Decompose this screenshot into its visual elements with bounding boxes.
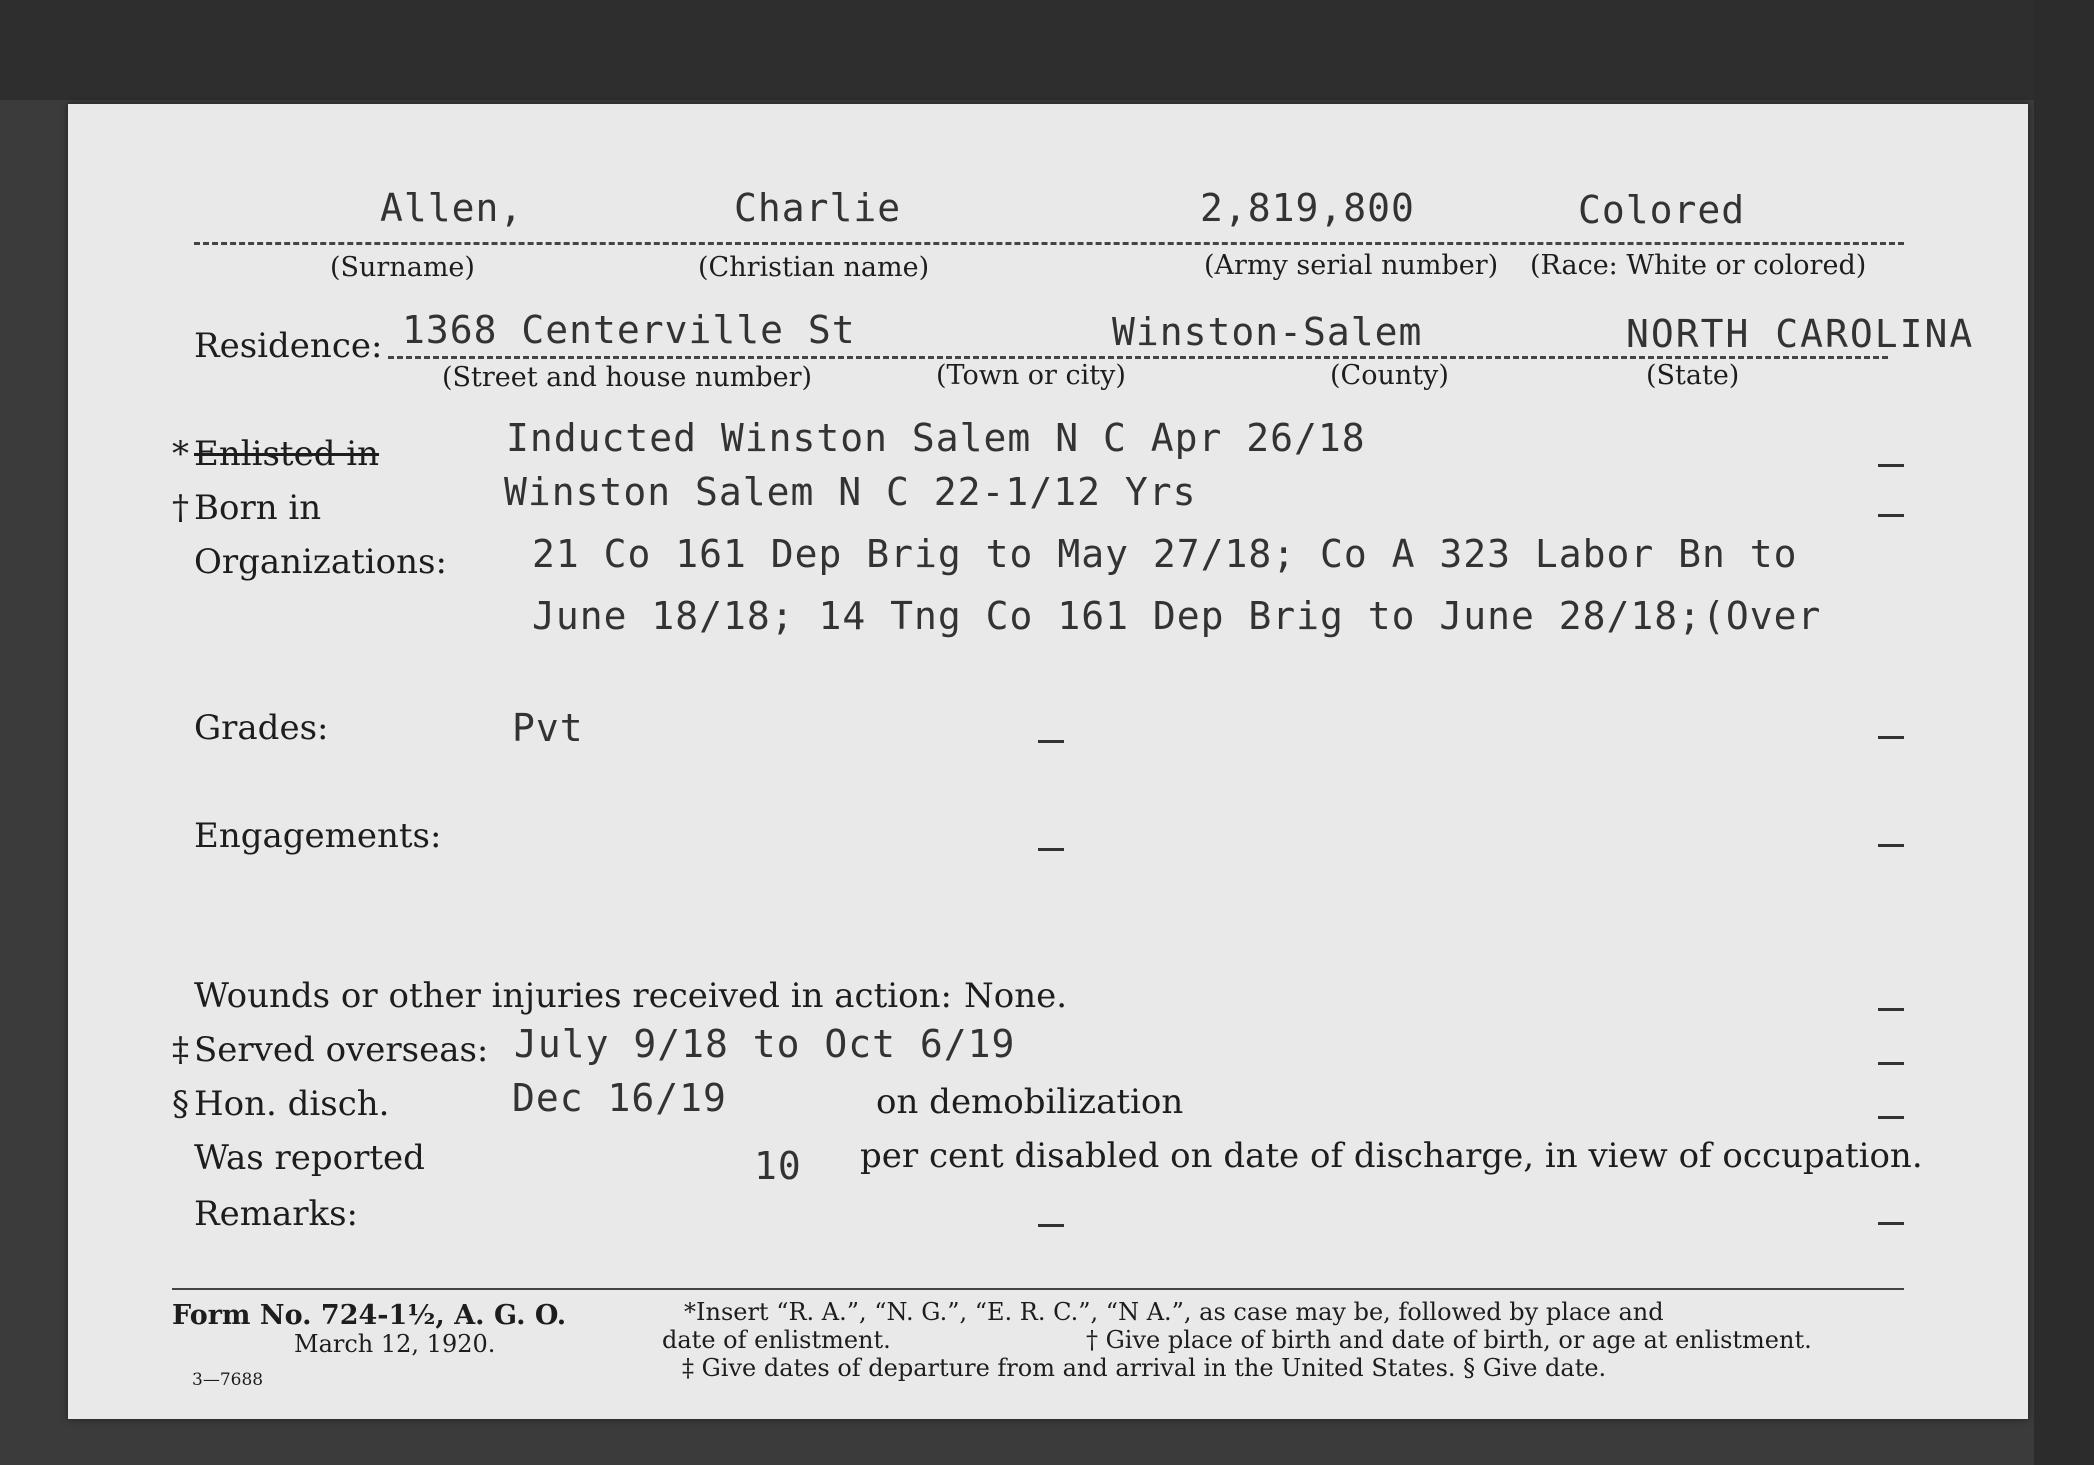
enlisted-tick	[1878, 464, 1904, 467]
residence-town-value: Winston-Salem	[1112, 310, 1423, 354]
grades-label: Grades:	[194, 708, 329, 748]
born-label: Born in	[194, 488, 322, 528]
residence-dotted-line	[388, 356, 1888, 359]
organizations-line1: 21 Co 161 Dep Brig to May 27/18; Co A 323 Labor Bn to	[532, 532, 1798, 576]
background-top	[0, 0, 2094, 100]
enlisted-marker: *	[172, 434, 189, 474]
grades-tick-mid	[1038, 740, 1064, 743]
street-caption: (Street and house number)	[442, 362, 813, 393]
engagements-label: Engagements:	[194, 816, 442, 856]
remarks-tick-mid	[1038, 1224, 1064, 1227]
grades-value: Pvt	[512, 706, 584, 750]
disability-percent-value: 10	[754, 1144, 802, 1188]
engagements-tick-mid	[1038, 848, 1064, 851]
footnote-3: ‡ Give dates of departure from and arrival in the United States. § Give date.	[682, 1354, 1607, 1382]
serial-number-value: 2,819,800	[1200, 186, 1415, 230]
enlisted-label: Enlisted in	[194, 434, 380, 474]
discharge-marker: §	[172, 1084, 189, 1124]
reported-label: Was reported	[194, 1138, 425, 1178]
surname-caption: (Surname)	[330, 252, 475, 283]
surname-value: Allen,	[380, 186, 524, 230]
remarks-tick-right	[1878, 1222, 1904, 1225]
grades-tick-right	[1878, 736, 1904, 739]
discharge-reason: on demobilization	[876, 1082, 1184, 1122]
footnote-1a: *Insert “R. A.”, “N. G.”, “E. R. C.”, “N A.”, as case may be, followed by place and	[684, 1298, 1664, 1326]
wounds-tick	[1878, 1008, 1904, 1011]
residence-label: Residence:	[194, 326, 383, 366]
disability-text: per cent disabled on date of discharge, in view of occupation.	[860, 1136, 1923, 1176]
organizations-label: Organizations:	[194, 542, 447, 582]
born-value: Winston Salem N C 22-1/12 Yrs	[504, 470, 1197, 514]
discharge-tick	[1878, 1116, 1904, 1119]
christian-name-caption: (Christian name)	[698, 252, 930, 283]
race-caption: (Race: White or colored)	[1530, 250, 1867, 281]
print-code: 3—7688	[192, 1370, 264, 1390]
overseas-marker: ‡	[172, 1030, 189, 1070]
organizations-line2: June 18/18; 14 Tng Co 161 Dep Brig to June 28/18;(Over	[532, 594, 1822, 638]
background-right	[2034, 0, 2094, 1465]
serial-number-caption: (Army serial number)	[1204, 250, 1499, 281]
state-caption: (State)	[1646, 360, 1740, 391]
wounds-value: None.	[964, 976, 1068, 1016]
christian-name-value: Charlie	[734, 186, 902, 230]
county-caption: (County)	[1330, 360, 1449, 391]
race-value: Colored	[1578, 188, 1746, 232]
discharge-label: Hon. disch.	[194, 1084, 390, 1124]
overseas-value: July 9/18 to Oct 6/19	[514, 1022, 1016, 1066]
footer-rule	[172, 1288, 1904, 1290]
form-number: Form No. 724-1½, A. G. O.	[172, 1300, 567, 1331]
footnote-1b: date of enlistment.	[662, 1326, 891, 1354]
overseas-label: Served overseas:	[194, 1030, 489, 1070]
residence-state-value: NORTH CAROLINA	[1626, 312, 1975, 356]
service-record-card	[68, 104, 2028, 1419]
born-marker: †	[172, 488, 189, 528]
remarks-label: Remarks:	[194, 1194, 358, 1234]
residence-street-value: 1368 Centerville St	[402, 308, 856, 352]
enlisted-value: Inducted Winston Salem N C Apr 26/18	[506, 416, 1366, 460]
header-dotted-line	[194, 242, 1904, 245]
overseas-tick	[1878, 1062, 1904, 1065]
form-date: March 12, 1920.	[294, 1330, 496, 1358]
discharge-value: Dec 16/19	[512, 1076, 727, 1120]
town-caption: (Town or city)	[936, 360, 1126, 391]
engagements-tick-right	[1878, 844, 1904, 847]
born-tick	[1878, 514, 1904, 517]
footnote-2: † Give place of birth and date of birth, or age at enlistment.	[1086, 1326, 1812, 1354]
wounds-label: Wounds or other injuries received in action:	[194, 976, 952, 1016]
